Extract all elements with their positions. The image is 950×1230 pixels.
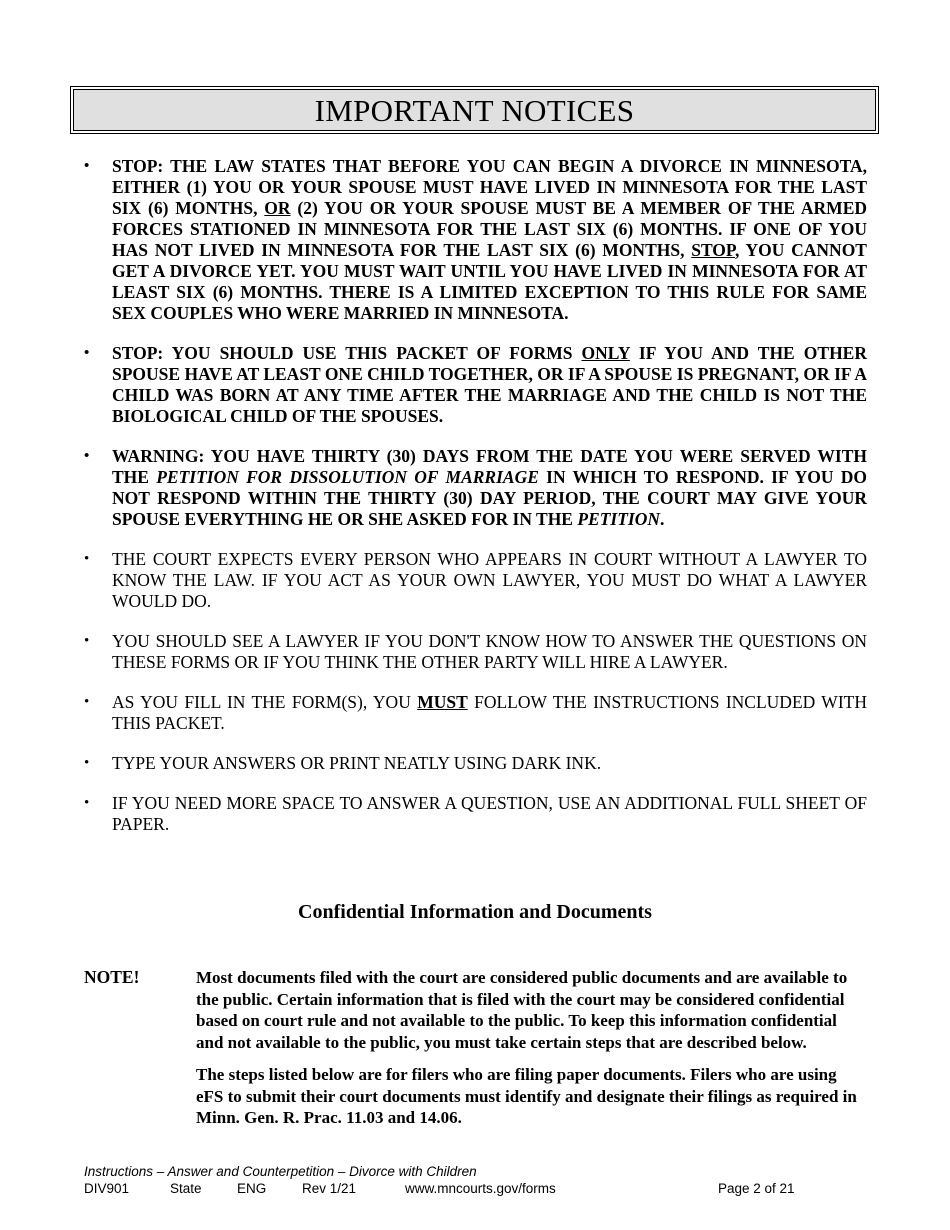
notice-text: FOLLOW THE INSTRUCTIONS INCLUDED WITH THIS PACKET. [112, 692, 867, 733]
notice-text: AS YOU FILL IN THE FORM(S), YOU [112, 692, 418, 712]
notice-emphasis: MUST [417, 692, 468, 712]
notice-doc-title: PETITION FOR DISSOLUTION OF MARRIAGE [156, 467, 539, 487]
bullet-icon: • [84, 448, 90, 464]
notice-item-dark-ink [84, 753, 867, 774]
footer-doc-title: Instructions – Answer and Counterpetition – Divorce with Children [84, 1164, 477, 1179]
notice-item-more-space [84, 793, 867, 835]
footer-meta-row [84, 1180, 864, 1197]
bullet-icon: • [84, 551, 90, 567]
note-body [196, 967, 868, 1139]
page-footer [84, 1163, 864, 1197]
footer-form-code: DIV901 [84, 1181, 130, 1196]
footer-website-link[interactable]: www.mncourts.gov/forms [405, 1181, 556, 1196]
notice-doc-title: PETITION [577, 509, 660, 529]
footer-language: ENG [237, 1181, 267, 1196]
notice-item-residency [84, 156, 867, 324]
notice-text: STOP: YOU SHOULD USE THIS PACKET OF FORMS [112, 343, 582, 363]
notice-text: STOP: THE LAW STATES THAT BEFORE YOU CAN BEGIN A DIVORCE IN MINNESOTA, EITHER (1) YOU OR YOUR SPOUSE MUST HAVE LIVED IN MINNESOTA FOR THE LAST SIX (6) MONTHS, [112, 156, 867, 218]
bullet-icon: • [84, 345, 90, 361]
bullet-icon: • [84, 795, 90, 811]
notice-item-know-law [84, 549, 867, 612]
footer-page-number: Page 2 of 21 [718, 1181, 795, 1196]
notice-text: IF YOU NEED MORE SPACE TO ANSWER A QUESTION, USE AN ADDITIONAL FULL SHEET OF PAPER. [112, 793, 867, 834]
notices-title-box [73, 89, 876, 131]
notice-item-see-lawyer [84, 631, 867, 673]
note-label: NOTE! [84, 967, 140, 987]
footer-jurisdiction: State [170, 1181, 202, 1196]
footer-revision: Rev 1/21 [302, 1181, 357, 1196]
notice-text: YOU SHOULD SEE A LAWYER IF YOU DON'T KNOW HOW TO ANSWER THE QUESTIONS ON THESE FORMS OR IF YOU THINK THE OTHER PARTY WILL HIRE A LAWYER. [112, 631, 867, 672]
page-title: IMPORTANT NOTICES [314, 92, 635, 128]
notice-item-children [84, 343, 867, 427]
bullet-icon: • [84, 158, 90, 174]
notice-text: , YOU CANNOT GET A DIVORCE YET. YOU MUST WAIT UNTIL YOU HAVE LIVED IN MINNESOTA FOR AT LEAST SIX (6) MONTHS. THERE IS A LIMITED EXCEPTION TO THIS RULE FOR SAME SEX COUPLES WHO WERE MARRIED IN MINNESOTA. [112, 240, 867, 323]
bullet-icon: • [84, 633, 90, 649]
notice-item-follow-instructions [84, 692, 867, 734]
confidential-heading: Confidential Information and Documents [298, 901, 652, 923]
notices-list [84, 156, 867, 854]
note-paragraph: Most documents filed with the court are considered public documents and are available to the public. Certain information that is filed with the court may be considered confidential based on court rule and not available to the public. To keep this information confidential and not available to the public, you must take certain steps that are described below. [196, 968, 848, 1053]
notice-text: IF YOU AND THE OTHER SPOUSE HAVE AT LEAST ONE CHILD TOGETHER, OR IF A SPOUSE IS PREGNANT, OR IF A CHILD WAS BORN AT ANY TIME AFTER THE MARRIAGE AND THE CHILD IS NOT THE BIOLOGICAL CHILD OF THE SPOUSES. [112, 343, 867, 426]
bullet-icon: • [84, 755, 90, 771]
bullet-icon: • [84, 694, 90, 710]
notice-emphasis: OR [264, 198, 291, 218]
note-paragraph: The steps listed below are for filers who are filing paper documents. Filers who are using eFS to submit their court documents must identify and designate their filings as required in Minn. Gen. R. Prac. 11.03 and 14.06. [196, 1064, 857, 1128]
notice-text: TYPE YOUR ANSWERS OR PRINT NEATLY USING DARK INK. [112, 753, 602, 773]
notice-text: (2) YOU OR YOUR SPOUSE MUST BE A MEMBER OF THE ARMED FORCES STATIONED IN MINNESOTA FOR THE LAST SIX (6) MONTHS. IF ONE OF YOU HAS NOT LIVED IN MINNESOTA FOR THE LAST SIX (6) MONTHS, [112, 198, 867, 260]
notice-text: THE COURT EXPECTS EVERY PERSON WHO APPEARS IN COURT WITHOUT A LAWYER TO KNOW THE LAW. IF YOU ACT AS YOUR OWN LAWYER, YOU MUST DO WHAT A LAWYER WOULD DO. [112, 549, 867, 611]
notice-emphasis: STOP [691, 240, 736, 260]
notice-text: . [660, 509, 665, 529]
notice-text: IN WHICH TO RESPOND. IF YOU DO NOT RESPOND WITHIN THE THIRTY (30) DAY PERIOD, THE COURT MAY GIVE YOUR SPOUSE EVERYTHING HE OR SHE ASKED FOR IN THE [112, 467, 867, 529]
notice-item-warning [84, 446, 867, 530]
notice-text: WARNING: YOU HAVE THIRTY (30) DAYS FROM THE DATE YOU WERE SERVED WITH THE [112, 446, 867, 487]
notice-emphasis: ONLY [581, 343, 630, 363]
